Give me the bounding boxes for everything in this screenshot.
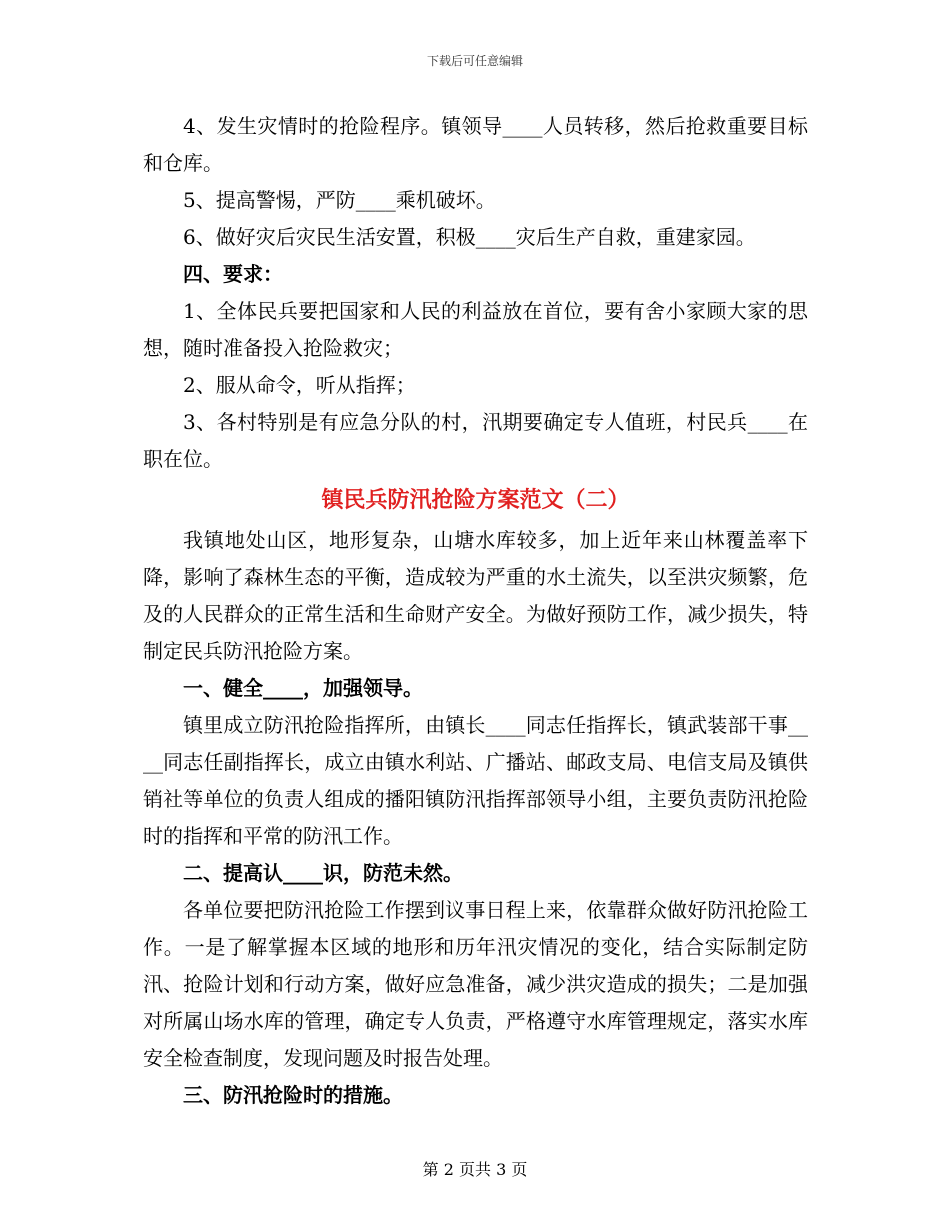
section-heading-requirements: 四、要求： — [183, 262, 283, 286]
section-heading-3: 三、防汛抢险时的措施。 — [183, 1083, 403, 1107]
paragraph-intro: 我镇地处山区，地形复杂，山塘水库较多，加上近年来山林覆盖率下降，影响了森林生态的平衡，造成较为严重的水土流失，以至洪灾频繁，危及的人民群众的正常生活和生命财产安全。为做好预防工作，减少损失，特制定民兵防汛抢险方案。 — [143, 528, 808, 663]
document-body — [143, 108, 808, 1114]
paragraph-item-5: 5、提高警惕，严防____乘机破坏。 — [183, 188, 496, 212]
section-heading-2: 二、提高认____识，防范未然。 — [183, 861, 463, 885]
paragraph-req-2: 2、服从命令，听从指挥； — [183, 373, 416, 397]
paragraph-req-3: 3、各村特别是有应急分队的村，汛期要确定专人值班，村民兵____在职在位。 — [143, 410, 808, 471]
paragraph-item-4: 4、发生灾情时的抢险程序。镇领导____人员转移，然后抢救重要目标和仓库。 — [143, 114, 808, 175]
paragraph-section-2: 各单位要把防汛抢险工作摆到议事日程上来，依靠群众做好防汛抢险工作。一是了解掌握本区域的地形和历年汛灾情况的变化，结合实际制定防汛、抢险计划和行动方案，做好应急准备，减少洪灾造成的损失；二是加强对所属山场水库的管理，确定专人负责，严格遵守水库管理规定，落实水库安全检查制度，发现问题及时报告处理。 — [143, 898, 808, 1070]
section-heading-1: 一、健全____，加强领导。 — [183, 676, 423, 700]
paragraph-item-6: 6、做好灾后灾民生活安置，积极____灾后生产自救，重建家园。 — [183, 225, 756, 249]
document-title: 镇民兵防汛抢险方案范文（二） — [321, 487, 630, 513]
page-header: 下载后可任意编辑 — [426, 54, 523, 68]
paragraph-section-1: 镇里成立防汛抢险指挥所，由镇长____同志任指挥长，镇武装部干事____同志任副指挥长，成立由镇水利站、广播站、邮政支局、电信支局及镇供销社等单位的负责人组成的播阳镇防汛指挥部领导小组，主要负责防汛抢险时的指挥和平常的防汛工作。 — [143, 713, 808, 848]
paragraph-req-1: 1、全体民兵要把国家和人民的利益放在首位，要有舍小家顾大家的思想，随时准备投入抢险救灾； — [143, 299, 808, 360]
page-footer: 第 2 页共 3 页 — [422, 1160, 528, 1179]
